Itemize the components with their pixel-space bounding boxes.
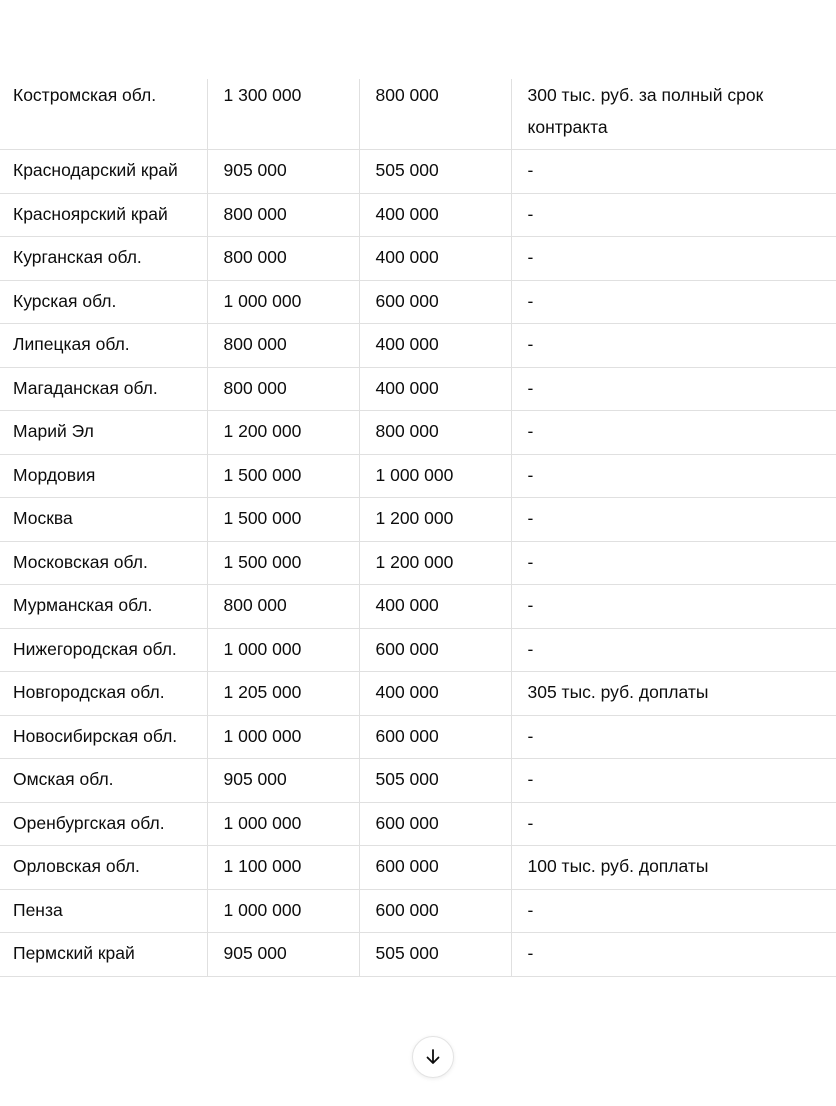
table-row <box>0 889 836 933</box>
cell-amount-2: 600 000 <box>359 889 511 933</box>
cell-amount-1: 800 000 <box>207 324 359 368</box>
cell-note: - <box>511 193 836 237</box>
cell-note: 300 тыс. руб. за полный срок контракта <box>511 79 836 150</box>
cell-amount-2: 800 000 <box>359 411 511 455</box>
cell-note: - <box>511 802 836 846</box>
cell-note: - <box>511 759 836 803</box>
cell-note: - <box>511 411 836 455</box>
cell-amount-1: 1 000 000 <box>207 889 359 933</box>
table-row <box>0 628 836 672</box>
table-row <box>0 759 836 803</box>
cell-region: Пенза <box>0 889 207 933</box>
cell-amount-1: 905 000 <box>207 150 359 194</box>
cell-amount-2: 1 200 000 <box>359 498 511 542</box>
cell-region: Москва <box>0 498 207 542</box>
table-row <box>0 846 836 890</box>
table-row <box>0 585 836 629</box>
cell-note: - <box>511 454 836 498</box>
table-row <box>0 498 836 542</box>
table-body <box>0 79 836 976</box>
table-row <box>0 280 836 324</box>
cell-amount-1: 800 000 <box>207 237 359 281</box>
cell-note: - <box>511 889 836 933</box>
cell-amount-1: 1 000 000 <box>207 628 359 672</box>
cell-region: Новгородская обл. <box>0 672 207 716</box>
cell-amount-2: 400 000 <box>359 324 511 368</box>
cell-note: - <box>511 541 836 585</box>
table-row <box>0 672 836 716</box>
cell-amount-1: 1 300 000 <box>207 79 359 150</box>
cell-amount-1: 1 500 000 <box>207 454 359 498</box>
cell-region: Омская обл. <box>0 759 207 803</box>
table-row <box>0 411 836 455</box>
cell-amount-1: 800 000 <box>207 585 359 629</box>
cell-amount-1: 1 205 000 <box>207 672 359 716</box>
cell-amount-1: 1 100 000 <box>207 846 359 890</box>
cell-region: Пермский край <box>0 933 207 977</box>
cell-amount-1: 905 000 <box>207 933 359 977</box>
cell-note: - <box>511 628 836 672</box>
table-row <box>0 454 836 498</box>
cell-amount-1: 1 500 000 <box>207 541 359 585</box>
cell-note: - <box>511 237 836 281</box>
cell-amount-2: 600 000 <box>359 715 511 759</box>
table-row <box>0 150 836 194</box>
cell-amount-1: 1 000 000 <box>207 802 359 846</box>
cell-region: Краснодарский край <box>0 150 207 194</box>
cell-region: Нижегородская обл. <box>0 628 207 672</box>
table-row <box>0 367 836 411</box>
cell-amount-2: 800 000 <box>359 79 511 150</box>
cell-region: Курганская обл. <box>0 237 207 281</box>
payments-table <box>0 79 836 977</box>
cell-amount-1: 905 000 <box>207 759 359 803</box>
cell-amount-2: 400 000 <box>359 585 511 629</box>
cell-note: - <box>511 498 836 542</box>
cell-amount-2: 1 200 000 <box>359 541 511 585</box>
table-row <box>0 324 836 368</box>
cell-amount-2: 600 000 <box>359 628 511 672</box>
cell-amount-1: 1 500 000 <box>207 498 359 542</box>
cell-amount-2: 600 000 <box>359 846 511 890</box>
cell-amount-1: 1 000 000 <box>207 715 359 759</box>
payments-table-wrapper <box>0 79 836 977</box>
cell-region: Липецкая обл. <box>0 324 207 368</box>
cell-note: 100 тыс. руб. доплаты <box>511 846 836 890</box>
cell-note: - <box>511 150 836 194</box>
table-row <box>0 541 836 585</box>
table-row <box>0 237 836 281</box>
cell-note: - <box>511 585 836 629</box>
cell-amount-2: 505 000 <box>359 759 511 803</box>
cell-region: Мурманская обл. <box>0 585 207 629</box>
cell-amount-1: 1 000 000 <box>207 280 359 324</box>
cell-note: - <box>511 367 836 411</box>
cell-amount-2: 400 000 <box>359 672 511 716</box>
cell-region: Орловская обл. <box>0 846 207 890</box>
cell-amount-2: 1 000 000 <box>359 454 511 498</box>
cell-amount-2: 505 000 <box>359 150 511 194</box>
cell-amount-2: 400 000 <box>359 237 511 281</box>
cell-amount-2: 505 000 <box>359 933 511 977</box>
cell-region: Мордовия <box>0 454 207 498</box>
cell-amount-2: 600 000 <box>359 280 511 324</box>
cell-region: Оренбургская обл. <box>0 802 207 846</box>
table-row <box>0 193 836 237</box>
table-row <box>0 933 836 977</box>
cell-amount-1: 1 200 000 <box>207 411 359 455</box>
cell-note: - <box>511 715 836 759</box>
scroll-to-bottom-button[interactable] <box>412 1036 454 1078</box>
cell-note: - <box>511 933 836 977</box>
table-row <box>0 802 836 846</box>
cell-region: Курская обл. <box>0 280 207 324</box>
table-row <box>0 79 836 150</box>
cell-amount-2: 400 000 <box>359 193 511 237</box>
cell-note: - <box>511 280 836 324</box>
cell-region: Магаданская обл. <box>0 367 207 411</box>
cell-amount-2: 400 000 <box>359 367 511 411</box>
cell-note: 305 тыс. руб. доплаты <box>511 672 836 716</box>
table-row <box>0 715 836 759</box>
cell-region: Московская обл. <box>0 541 207 585</box>
cell-note: - <box>511 324 836 368</box>
cell-region: Красноярский край <box>0 193 207 237</box>
cell-region: Костромская обл. <box>0 79 207 150</box>
cell-amount-1: 800 000 <box>207 367 359 411</box>
cell-amount-2: 600 000 <box>359 802 511 846</box>
cell-amount-1: 800 000 <box>207 193 359 237</box>
arrow-down-icon <box>423 1047 443 1067</box>
cell-region: Марий Эл <box>0 411 207 455</box>
cell-region: Новосибирская обл. <box>0 715 207 759</box>
